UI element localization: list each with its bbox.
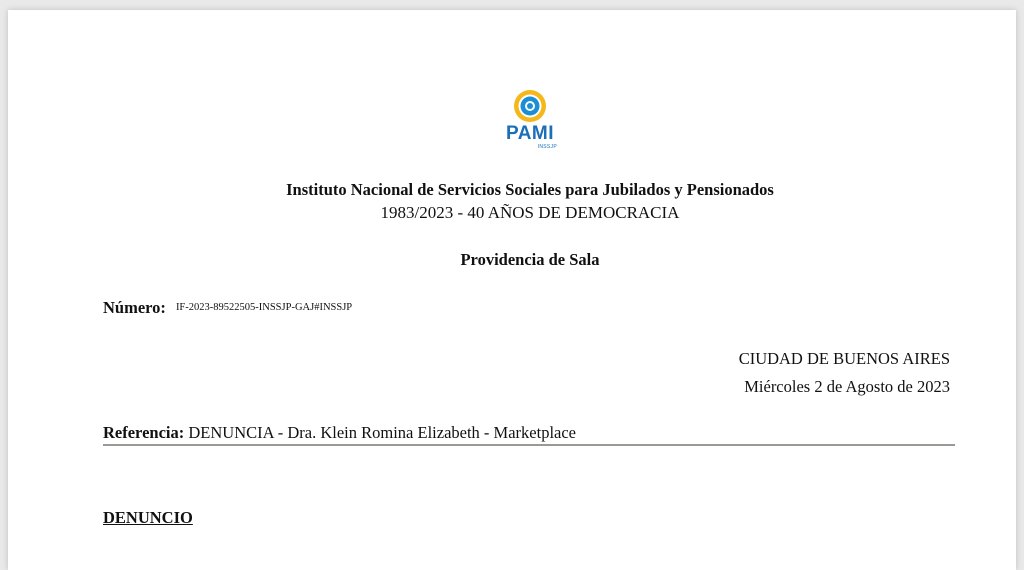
document-page [8,10,1016,570]
city-line: CIUDAD DE BUENOS AIRES [738,349,950,368]
document-number-value: IF-2023-89522505-INSSJP-GAJ#INSSJP [175,302,353,313]
pami-logo [501,86,559,152]
motto-line: 1983/2023 - 40 AÑOS DE DEMOCRACIA [380,203,680,222]
document-type: Providencia de Sala [460,250,600,269]
logo-subtext: INSSJP [537,144,557,150]
institution-name: Instituto Nacional de Servicios Sociales para Jubilados y Pensionados [286,180,774,199]
section-title: DENUNCIO [103,508,193,527]
pami-logo-mark [501,86,559,126]
separator-rule [103,444,955,446]
reference-row [103,423,576,443]
reference-label: Referencia: [103,423,185,442]
logo-text: PAMI [505,123,555,144]
document-number-label: Número: [103,298,166,317]
date-line: Miércoles 2 de Agosto de 2023 [744,377,950,396]
document-number-row [103,298,352,318]
reference-value: DENUNCIA - Dra. Klein Romina Elizabeth - Marketplace [184,423,577,442]
